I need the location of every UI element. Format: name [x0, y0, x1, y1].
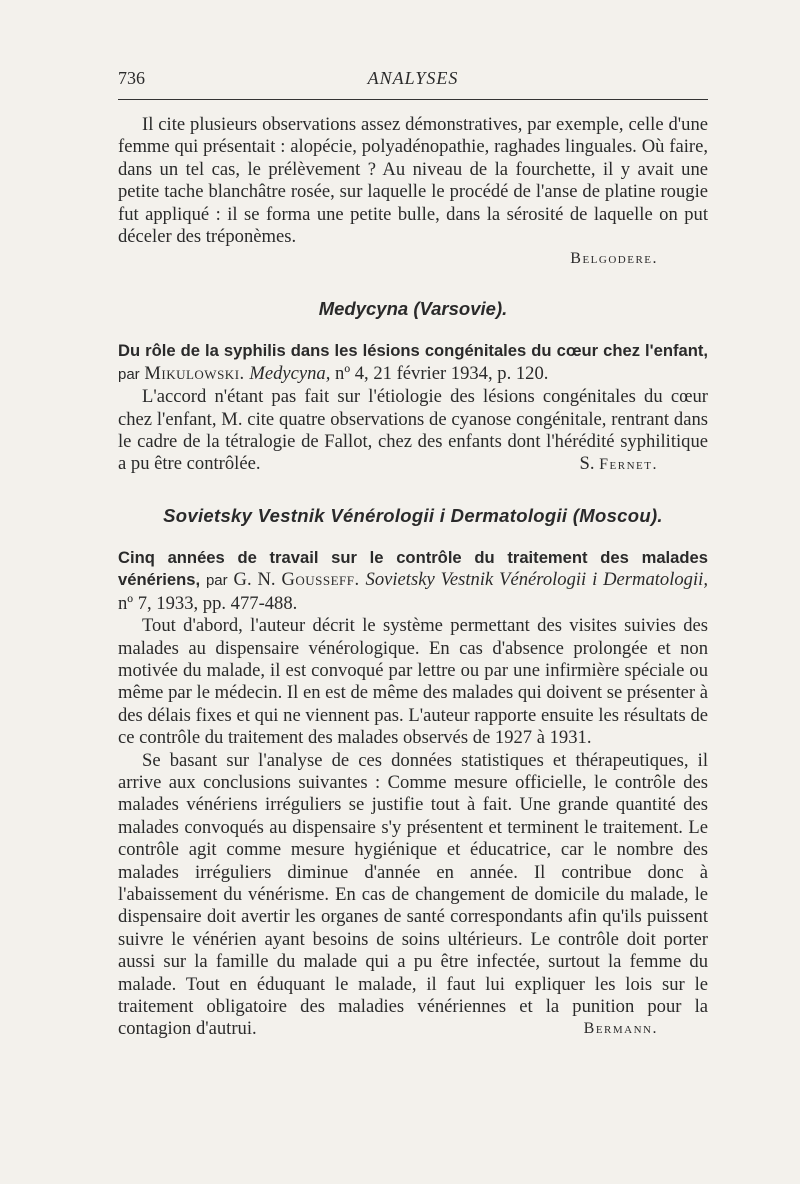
article-author: Gousseff.	[281, 569, 360, 591]
article-title: Cinq années de travail sur le contrôle du traitement des malades vénériens,	[118, 547, 708, 590]
review-signature: Belgodere.	[570, 250, 658, 268]
page-number: 736	[118, 68, 145, 88]
article-title: Du rôle de la syphilis dans les lésions congénitales du cœur chez l'enfant,	[118, 341, 708, 361]
review-paragraph: Il cite plusieurs observations assez démonstratives, par exemple, celle d'une femme qui présentait : alopécie, polyadénopathie, raghades linguales. Où faire, dans un tel cas, le prélèvement ? Au niveau de la fourchette, il y avait une petite tache blanchâtre rosée, sur laquelle le procédé de l'anse de platine rougie fut appliqué : il se forma une petite bulle, dans la sérosité de laquelle on put déceler des tréponèmes.	[118, 114, 708, 248]
journal-heading-sovietsky: Sovietsky Vestnik Vénérologii i Dermatologii (Moscou).	[163, 504, 663, 526]
article-signature	[556, 453, 659, 476]
signature-initial: S.	[579, 453, 595, 475]
article-par: par	[118, 365, 140, 383]
header-rule	[118, 99, 708, 100]
article-author-initials: G. N.	[233, 569, 276, 591]
article-paragraph-2-text: Se basant sur l'analyse de ces données statistiques et thérapeutiques, il arrive aux conclusions suivantes : Comme mesure officielle, le contrôle des malades vénériens irréguliers se justifie tout à fait. Une grande quantité des malades convoqués au dispensaire s'y présentent et terminent le traitement. Le contrôle agit comme mesure hygiénique et éducatrice, car le nombre des malades irréguliers diminue d'année en année. Il contribue donc à l'abaissement du vénérisme. En cas de changement de domicile du malade, le dispensaire doit avertir les organes de santé correspondants afin qu'ils puissent suivre le vénérien ayant besoins de soins ultérieurs. Le contrôle doit porter aussi sur la famille du malade qui a pu être infectée, surtout la femme du malade. Tout en éduquant le malade, il faut lui expliquer les lois sur le traitement obligatoire des maladies vénériennes et la punition pour la contagion d'autrui.	[118, 749, 708, 1040]
article-citation: nº 4, 21 février 1934, p. 120.	[335, 362, 549, 384]
article-author: Mikulowski.	[144, 362, 245, 384]
article-heading	[118, 547, 708, 615]
article-paragraph-1: Tout d'abord, l'auteur décrit le système permettant des visites suivies des malades au dispensaire vénérologique. En cas d'absence prolongée et non motivée du malade, il est convoqué par lettre ou par une infirmière spéciale ou même par le médecin. Il en est de même des malades qui doivent se présenter à des délais fixes et qui ne viennent pas. L'auteur rapporte ensuite les résultats de ce contrôle du traitement des malades observés de 1927 à 1931.	[118, 615, 708, 749]
article-par: par	[205, 572, 228, 590]
journal-heading-medycyna: Medycyna (Varsovie).	[318, 298, 508, 320]
article-paragraph-2	[118, 750, 708, 1041]
running-title: ANALYSES	[367, 68, 459, 88]
article-text: L'accord n'étant pas fait sur l'étiologie des lésions congénitales du cœur chez l'enfant, M. cite quatre observations de cyanose congénitale, rentrant dans le cadre de la tétralogie de Fallot, chez des enfants dont l'hérédité syphilitique a pu être contrôlée.	[118, 386, 708, 475]
article-heading	[118, 340, 708, 386]
page-content	[118, 114, 708, 1041]
article-body	[118, 386, 708, 476]
page-header	[118, 64, 708, 94]
article-journal: Medycyna,	[249, 362, 331, 384]
article-citation: nº 7, 1933, pp. 477-488.	[118, 592, 298, 614]
article-journal: Sovietsky Vestnik Vénérologii i Dermatologii,	[365, 569, 708, 591]
article-signature: Bermann.	[583, 1020, 658, 1038]
signature-name: Fernet.	[599, 456, 658, 474]
